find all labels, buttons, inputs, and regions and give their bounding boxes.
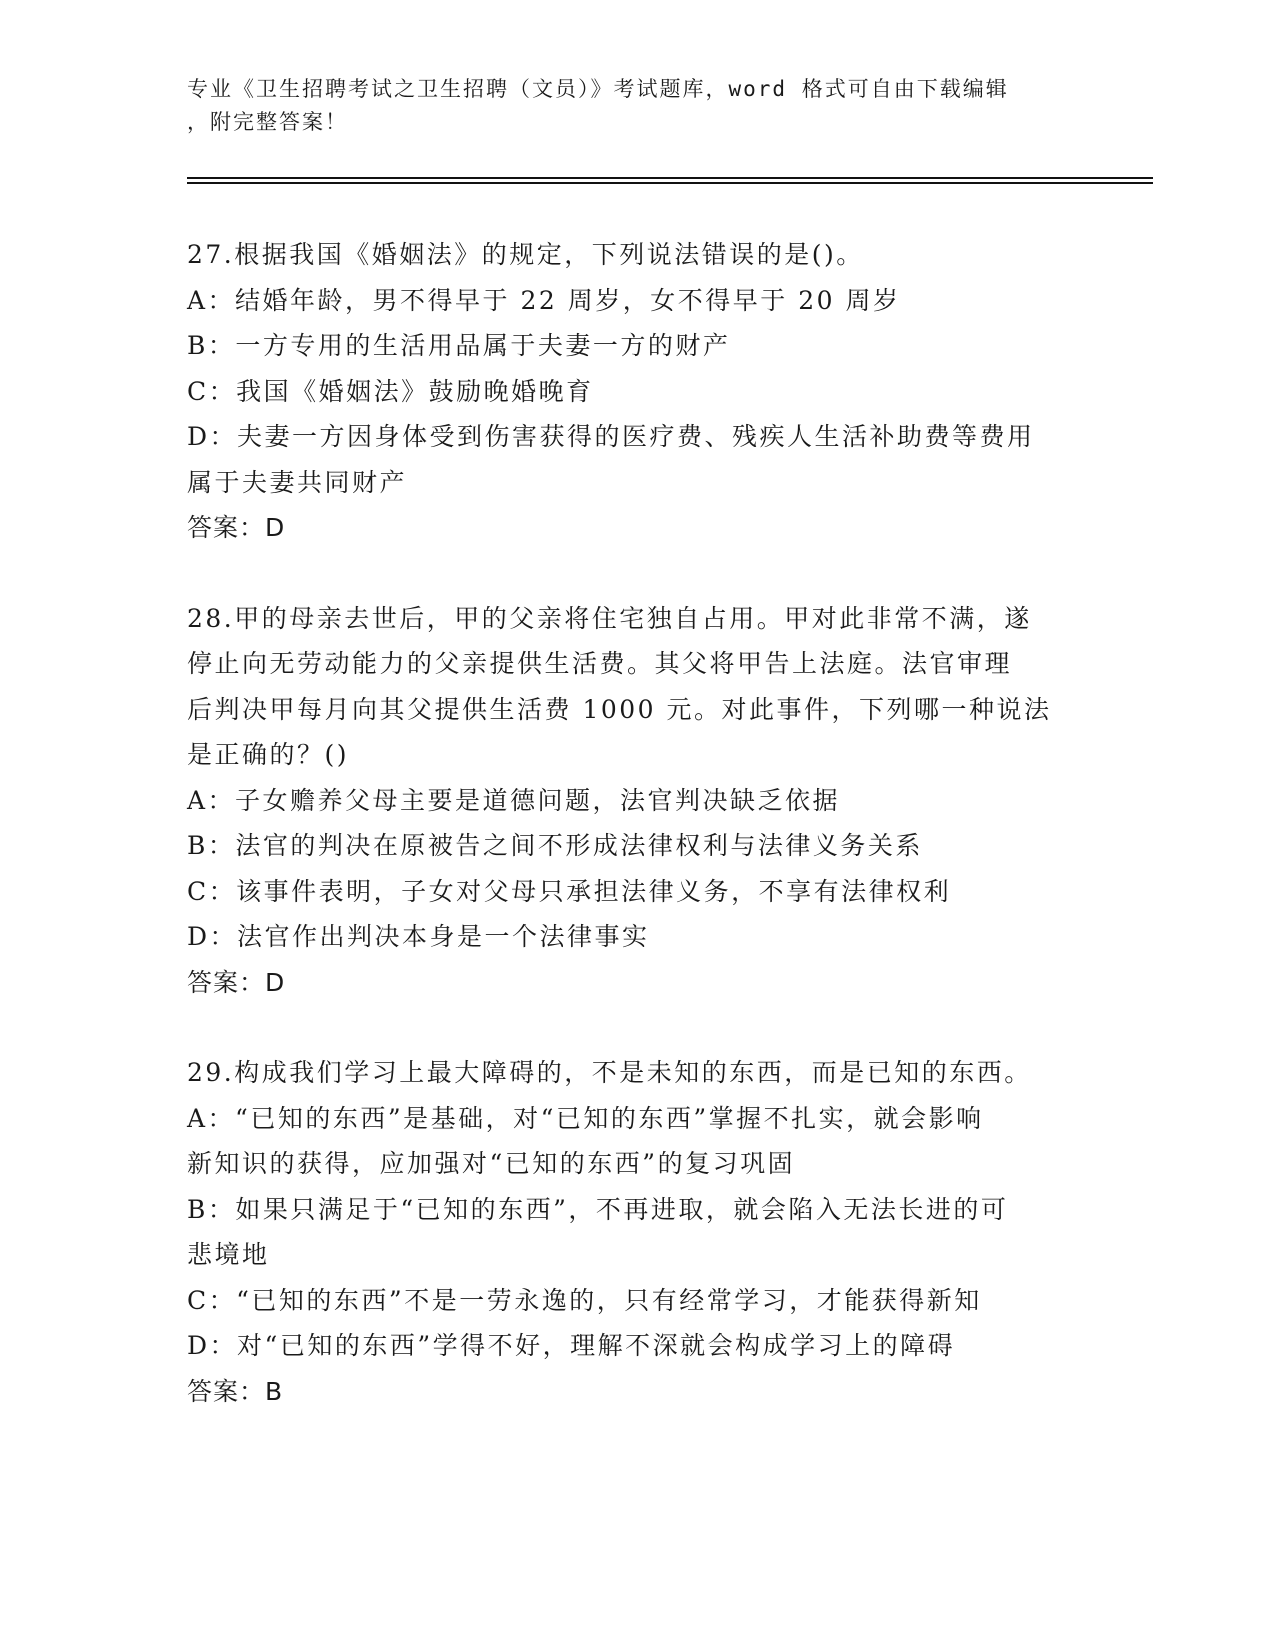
option-b-continued: 悲境地: [187, 1240, 270, 1269]
question-27: [187, 232, 1087, 551]
question-29: [187, 1050, 1087, 1414]
option-b: B：一方专用的生活用品属于夫妻一方的财产: [187, 331, 731, 360]
option-a: A：“已知的东西”是基础，对“已知的东西”掌握不扎实，就会影响: [187, 1103, 984, 1133]
option-b: B：如果只满足于“已知的东西”，不再进取，就会陷入无法长进的可: [187, 1194, 1009, 1224]
option-a: A：结婚年龄，男不得早于 22 周岁，女不得早于 20 周岁: [187, 285, 901, 315]
option-b: B：法官的判决在原被告之间不形成法律权利与法律义务关系: [187, 831, 923, 860]
answer: 答案：D: [187, 967, 286, 997]
question-stem-continued: 是正确的？(): [187, 740, 350, 769]
question-stem: 27.根据我国《婚姻法》的规定，下列说法错误的是()。: [187, 240, 864, 269]
option-c: C：该事件表明，子女对父母只承担法律义务，不享有法律权利: [187, 876, 952, 906]
option-c: C：“已知的东西”不是一劳永逸的，只有经常学习，才能获得新知: [187, 1285, 982, 1315]
option-c: C：我国《婚姻法》鼓励晚婚晚育: [187, 376, 594, 406]
question-stem-continued: 停止向无劳动能力的父亲提供生活费。其父将甲告上法庭。法官审理: [187, 649, 1013, 678]
question-stem-continued: 后判决甲每月向其父提供生活费 1000 元。对此事件，下列哪一种说法: [187, 694, 1052, 724]
option-d: D：夫妻一方因身体受到伤害获得的医疗费、残疾人生活补助费等费用: [187, 422, 1035, 451]
option-d: D：对“已知的东西”学得不好，理解不深就会构成学习上的障碍: [187, 1331, 956, 1360]
question-stem: 28.甲的母亲去世后，甲的父亲将住宅独自占用。甲对此非常不满，遂: [187, 603, 1032, 633]
document-header: [187, 73, 1067, 139]
option-d-continued: 属于夫妻共同财产: [187, 467, 408, 497]
question-28: [187, 596, 1087, 1006]
header-divider-top: [187, 177, 1153, 179]
answer: 答案：D: [187, 513, 286, 542]
option-a-continued: 新知识的获得，应加强对“已知的东西”的复习巩固: [187, 1149, 796, 1178]
question-stem: 29.构成我们学习上最大障碍的，不是未知的东西，而是已知的东西。: [187, 1058, 1032, 1087]
option-a: A：子女赡养父母主要是道德问题，法官判决缺乏依据: [187, 785, 841, 815]
header-line-1: 专业《卫生招聘考试之卫生招聘（文员）》考试题库，word 格式可自由下载编辑: [187, 77, 1009, 101]
answer: 答案：B: [187, 1376, 284, 1406]
question-list: [187, 232, 1087, 1414]
header-line-2: ，附完整答案！: [187, 110, 348, 134]
header-divider-bottom: [187, 182, 1153, 184]
option-d: D：法官作出判决本身是一个法律事实: [187, 922, 650, 951]
